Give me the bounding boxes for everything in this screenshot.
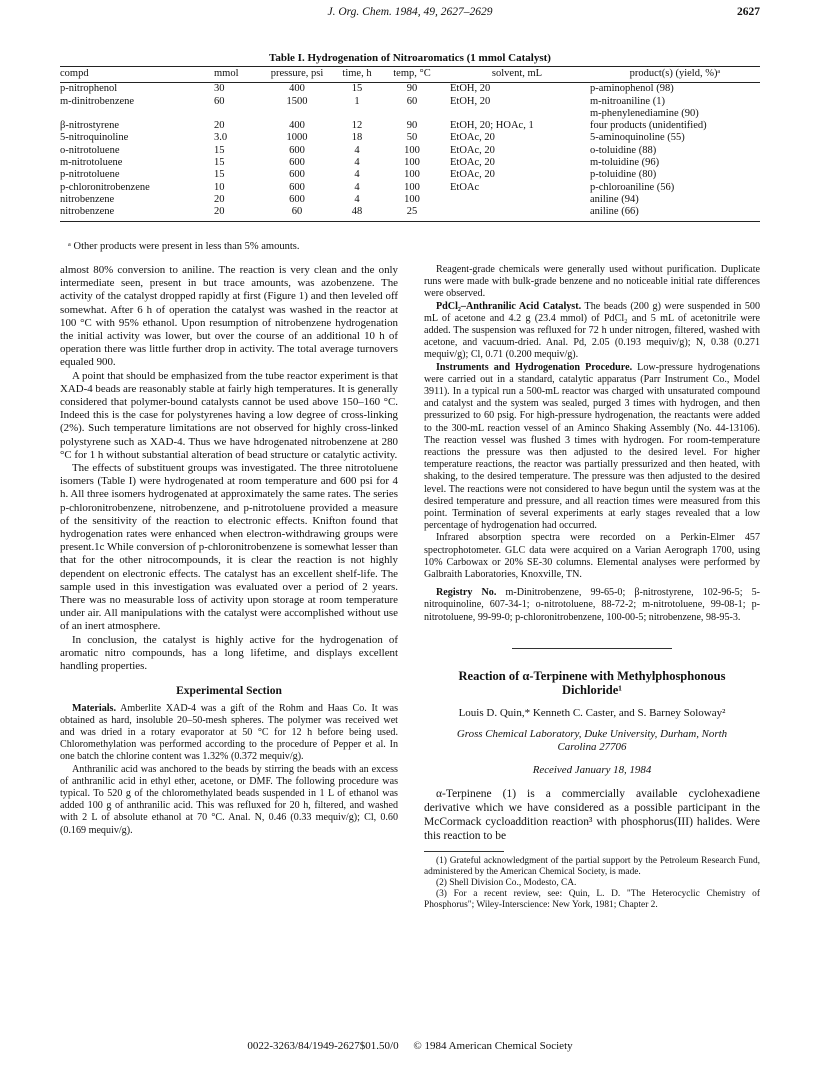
table-caption: Hydrogenation of Nitroaromatics (1 mmol Catalyst)	[307, 52, 551, 64]
cell-time: 4	[354, 193, 360, 205]
cell-mmol: 20	[214, 193, 225, 205]
table-body	[60, 83, 760, 221]
cell-pressure: 600	[289, 144, 305, 156]
pdcl-runin: PdCl₂–Anthranilic Acid Catalyst.	[436, 300, 582, 312]
cell-pressure: 1500	[286, 95, 308, 107]
reagents-paragraph: Reagent-grade chemicals were generally used without purification. Duplicate runs were made with bulk-grade benzene and no noticeable initial rate differences were observed.	[424, 264, 760, 300]
col-header-products: product(s) (yield, %)ᵃ	[584, 67, 760, 83]
running-head	[60, 6, 760, 24]
body-paragraph: almost 80% conversion to aniline. The reaction is very clean and the only intermediate seen, present in but trace amounts, was azobenzene. The activity of the catalyst dropped rapidly at first (Figure 1) and then leveled off somewhat. After 6 h of operation the catalyst was washed in the reactor at 100 °C with 95% ethanol. Upon resumption of nitrobenzene hydrogenation the initial activity was lower, but over the course of an additional 10 h of operation there was little further drop in activity. The total average turnovers equaled 900.	[60, 264, 398, 369]
table-row	[60, 96, 760, 121]
cell-temp: 60	[406, 95, 418, 107]
cell-compd: o-nitrotoluene	[60, 144, 120, 156]
experimental-continued	[424, 264, 760, 624]
cell-products	[584, 83, 760, 96]
cell-temp: 100	[404, 169, 420, 181]
infrared-paragraph: Infrared absorption spectra were recorded on a Perkin-Elmer 457 spectrophotometer. GLC data were acquired on a Varian Aerograph 1700, using 10% Carbowax or 20% SE-30 columns. Elemental analyses were performed by Galbraith Laboratories, Knoxville, TN.	[424, 532, 760, 581]
hydrogenation-table	[60, 66, 760, 222]
cell-time: 4	[354, 181, 360, 193]
footnotes	[424, 856, 760, 911]
cell-temp: 100	[404, 181, 420, 193]
table-row	[60, 145, 760, 157]
table-row	[60, 83, 760, 96]
body-paragraph: In conclusion, the catalyst is highly active for the hydrogenation of aromatic nitro compounds, has a long lifetime, and displays excellent handling properties.	[60, 633, 398, 673]
copyright: © 1984 American Chemical Society	[413, 1040, 573, 1052]
cell-time: 4	[354, 157, 360, 169]
cell-temp: 100	[404, 144, 420, 156]
cell-mmol: 20	[206, 206, 262, 221]
cell-compd: m-dinitrobenzene	[60, 95, 135, 107]
cell-mmol: 15	[214, 157, 225, 169]
product-entry: aniline (66)	[590, 206, 639, 218]
cell-temp: 50	[406, 132, 418, 144]
journal-page	[60, 0, 760, 1068]
cell-pressure: 1000	[286, 132, 308, 144]
cell-solvent	[442, 194, 584, 206]
product-entry: m-nitroaniline (1)	[590, 95, 665, 107]
cell-solvent: EtOAc	[450, 181, 480, 193]
cell-products	[584, 194, 760, 206]
cell-products	[584, 132, 760, 144]
product-entry: four products (unidentified)	[590, 120, 707, 132]
cell-temp: 90	[406, 120, 418, 132]
materials-text: Amberlite XAD-4 was a gift of the Rohm and Haas Co. It was obtained as hard, insoluble 20–50-mesh spheres. The polymer was received wet and was dried in a rotary evaporator at 50 °C for 12 h before being used. Chloromethylation was performed according to the procedure of Pepper et al. In one batch the chlorine content was 1.32% (0.372 mequiv/g).	[60, 702, 398, 763]
cell-time: 1	[354, 95, 360, 107]
cell-temp: 90	[406, 83, 418, 95]
cell-mmol: 20	[214, 120, 225, 132]
col-header-time: time, h	[332, 67, 382, 83]
cell-pressure: 600	[289, 181, 305, 193]
cell-mmol: 10	[214, 181, 225, 193]
footnote-3: (3) For a recent review, see: Quin, L. D. "The Heterocyclic Chemistry of Phosphorus"; Wiley-Interscience: New York, 1981; Chapter 2.	[424, 889, 760, 911]
table-label: Table I.	[269, 52, 305, 64]
cell-pressure: 400	[289, 120, 305, 132]
cell-solvent: EtOH, 20	[450, 83, 491, 95]
table-row	[60, 132, 760, 144]
cell-compd: p-nitrotoluene	[60, 169, 120, 181]
cell-solvent: EtOH, 20	[450, 95, 491, 107]
cell-temp: 25	[382, 206, 442, 221]
cell-pressure: 60	[262, 206, 332, 221]
anthranilic-paragraph: Anthranilic acid was anchored to the beads by stirring the beads with an excess of anthranilic acid in ethyl ether, acetone, or DMF. The following procedure was typical. To 520 g of the chloromethylated beads suspended in 1 L of ethanol was added 100 g of anthranilic acid. This was refluxed for 20 h, filtered, and washed with 2 L of absolute ethanol at 70 °C. Anal. N, 0.46 (0.33 mequiv/g); Cl, 0.60 (0.169 mequiv/g).	[60, 763, 398, 836]
journal-citation: J. Org. Chem. 1984, 49, 2627–2629	[327, 6, 493, 18]
cell-time: 12	[351, 120, 363, 132]
experimental-text	[60, 703, 398, 837]
price-code: 0022-3263/84/1949-2627$01.50/0	[247, 1040, 399, 1052]
cell-products	[584, 96, 760, 121]
cell-pressure: 600	[289, 169, 305, 181]
cell-pressure: 600	[289, 193, 305, 205]
page-number: 2627	[737, 6, 760, 18]
cell-solvent: EtOAc, 20	[450, 132, 495, 144]
cell-solvent: EtOH, 20; HOAc, 1	[450, 120, 534, 132]
col-header-compd: compd	[60, 67, 206, 83]
table-row	[60, 120, 760, 132]
cell-products	[584, 120, 760, 132]
body-paragraph: The effects of substituent groups was investigated. The three nitrotoluene isomers (Table I) were hydrogenated at room temperature and 600 psi for 4 h. All three isomers hydrogenated at approximately the same rates. The series p-chloronitrobenzene, nitrobenzene, and p-nitrotoluene provided a measure of the sensitivity of the reaction to electronic effects. Knifton found that hydrogenation rates were enhanced when electron-withdrawing groups were present.1c While conversion of p-chloronitrobenzene is somewhat lesser than that for the other nitrocompounds, it is clear the reaction is not highly dependent on electronic effects. The catalyst has an excellent shelf-life. The sample used in this investigation was evaluated over a period of 2 years. There was no measurable loss of activity upon storage at room temperature under air. All manipulations with the catalyst were accomplished without use of an inert atmosphere.	[60, 462, 398, 633]
table-header-row	[60, 67, 760, 83]
cell-time: 48	[332, 206, 382, 221]
cell-solvent: EtOAc, 20	[450, 157, 495, 169]
experimental-heading: Experimental Section	[176, 685, 282, 698]
cell-solvent: EtOAc, 20	[450, 169, 495, 181]
footnote-divider	[424, 851, 504, 852]
col-header-temp: temp, °C	[382, 67, 442, 83]
product-entry: m-phenylenediamine (90)	[590, 107, 699, 119]
cell-compd: nitrobenzene	[60, 193, 115, 205]
cell-pressure: 400	[289, 83, 305, 95]
cell-time: 4	[354, 169, 360, 181]
cell-time: 15	[351, 83, 363, 95]
page-footer	[60, 1040, 760, 1052]
article-divider	[512, 648, 672, 649]
cell-compd: β-nitrostyrene	[60, 120, 119, 132]
article-authors: Louis D. Quin,* Kenneth C. Caster, and S. Barney Soloway²	[458, 706, 726, 719]
product-entry: p-toluidine (80)	[590, 169, 657, 181]
cell-mmol: 3.0	[214, 132, 228, 144]
cell-compd: m-nitrotoluene	[60, 157, 123, 169]
cell-time: 18	[351, 132, 363, 144]
col-header-solvent: solvent, mL	[442, 67, 584, 83]
materials-runin: Materials.	[72, 702, 117, 714]
cell-products	[584, 157, 760, 169]
instruments-text: Low-pressure hydrogenations were carried out in a standard, catalytic apparatus (Parr Instrument Co., Model 3911). In a typical run a 500-mL reactor was charged with unsaturated compound and catalyst and the system was sealed, purged 3 times with hydrogen, and then pressurized to 60 psig. For high-pressure hydrogenation, the reactants were added to the 300-mL reaction vessel of an Aminco Shaking Assembly (No. 44-13106). The reaction vessel was flushed 3 times with hydrogen. For room-temperature reactions the pressure was then adjusted to the desired level. For higher temperature reactions, the reactor was partially pressurized and then heated, with shaking, to the desired temperature. The pressure was then adjusted to the desired level. The reactions were not considered to have begun until the system was at the desired temperature and pressure, and all reaction times were measured from this point. Termination of several experiments at early stages revealed that a low percentage of hydrogenation had occurred.	[424, 361, 760, 532]
pdcl-paragraph	[424, 301, 760, 362]
right-column	[424, 264, 760, 911]
product-entry: m-toluidine (96)	[590, 157, 660, 169]
cell-mmol: 15	[214, 144, 225, 156]
instruments-paragraph	[424, 362, 760, 533]
cell-mmol: 15	[214, 169, 225, 181]
product-entry: aniline (94)	[590, 193, 639, 205]
table-row	[60, 194, 760, 206]
cell-time: 4	[354, 144, 360, 156]
body-paragraph: A point that should be emphasized from the tube reactor experiment is that XAD-4 beads are reasonably stable at fairly high temperatures. It is generally considered that polymer-bound catalysts cannot be used above 150–160 °C. Indeed this is the case for polystyrenes having a low degree of cross-linking (2%). Such temperature limitations are not observed for highly cross-linked polystyrene such as XAD-4. Thus we have hdrogenated nitrobenzene at 280 °C for 1 h without substantial alteration of bead structure or catalytic activity.	[60, 369, 398, 461]
cell-pressure: 600	[289, 157, 305, 169]
cell-products	[584, 206, 760, 221]
article-affiliation: Gross Chemical Laboratory, Duke University, Durham, North Carolina 27706	[456, 728, 728, 754]
materials-paragraph	[60, 703, 398, 764]
received-date: Received January 18, 1984	[532, 764, 652, 777]
footnote-2: (2) Shell Division Co., Modesto, CA.	[436, 878, 577, 889]
cell-compd: p-chloronitrobenzene	[60, 181, 150, 193]
cell-solvent: EtOAc, 20	[450, 144, 495, 156]
registry-runin: Registry No.	[436, 587, 497, 599]
cell-compd: nitrobenzene	[60, 206, 206, 221]
registry-text: m-Dinitrobenzene, 99-65-0; β-nitrostyrene, 102-96-5; 5-nitroquinoline, 607-34-1; o-nitrotoluene, 88-72-2; m-nitrotoluene, 99-08-1; p-nitrotoluene, 99-99-0; p-chloronitrobenzene, 100-00-5; nitrobenzene, 98-95-3.	[424, 587, 760, 623]
table-row	[60, 182, 760, 194]
table-row	[60, 169, 760, 181]
cell-products	[584, 182, 760, 194]
article-title: Reaction of α-Terpinene with Methylphosphonous Dichloride¹	[458, 668, 726, 697]
product-entry: p-aminophenol (98)	[590, 83, 674, 95]
cell-temp: 100	[404, 193, 420, 205]
cell-mmol: 60	[214, 95, 225, 107]
cell-mmol: 30	[214, 83, 225, 95]
registry-paragraph	[424, 587, 760, 624]
cell-temp: 100	[404, 157, 420, 169]
cell-products	[584, 169, 760, 181]
col-header-pressure: pressure, psi	[262, 67, 332, 83]
product-entry: o-toluidine (88)	[590, 144, 657, 156]
cell-compd: p-nitrophenol	[60, 83, 118, 95]
cell-solvent	[442, 206, 584, 221]
product-entry: p-chloroaniline (56)	[590, 181, 675, 193]
footnote-1: (1) Grateful acknowledgment of the partial support by the Petroleum Research Fund, administered by the American Chemical Society, is made.	[424, 856, 760, 878]
table-row	[60, 157, 760, 169]
left-column	[60, 264, 398, 837]
col-header-mmol: mmol	[206, 67, 262, 83]
abstract-paragraph: α-Terpinene (1) is a commercially available cyclohexadiene derivative which we have considered as a possible participant in the McCormack cycloaddition reaction³ with phosphorus(III) halides. Were this reaction to be	[424, 788, 760, 843]
product-entry: 5-aminoquinoline (55)	[590, 132, 685, 144]
table-row	[60, 206, 760, 221]
instruments-runin: Instruments and Hydrogenation Procedure.	[436, 361, 633, 373]
cell-products	[584, 145, 760, 157]
table-footnote: ᵃ Other products were present in less than 5% amounts.	[68, 241, 300, 252]
pdcl-text: The beads (200 g) were suspended in 500 mL of acetone and 4.2 g (23.4 mmol) of PdCl₂ and 5 mL of acetonitrile were added. The suspension was refluxed for 72 h under nitrogen, filtered, washed with acetone, and vacuum-dried. Anal. Pd, 2.05 (0.193 mequiv/g); N, 0.38 (0.271 mequiv/g); Cl, 0.71 (0.200 mequiv/g).	[424, 300, 760, 361]
cell-compd: 5-nitroquinoline	[60, 132, 129, 144]
table-title	[60, 52, 760, 64]
